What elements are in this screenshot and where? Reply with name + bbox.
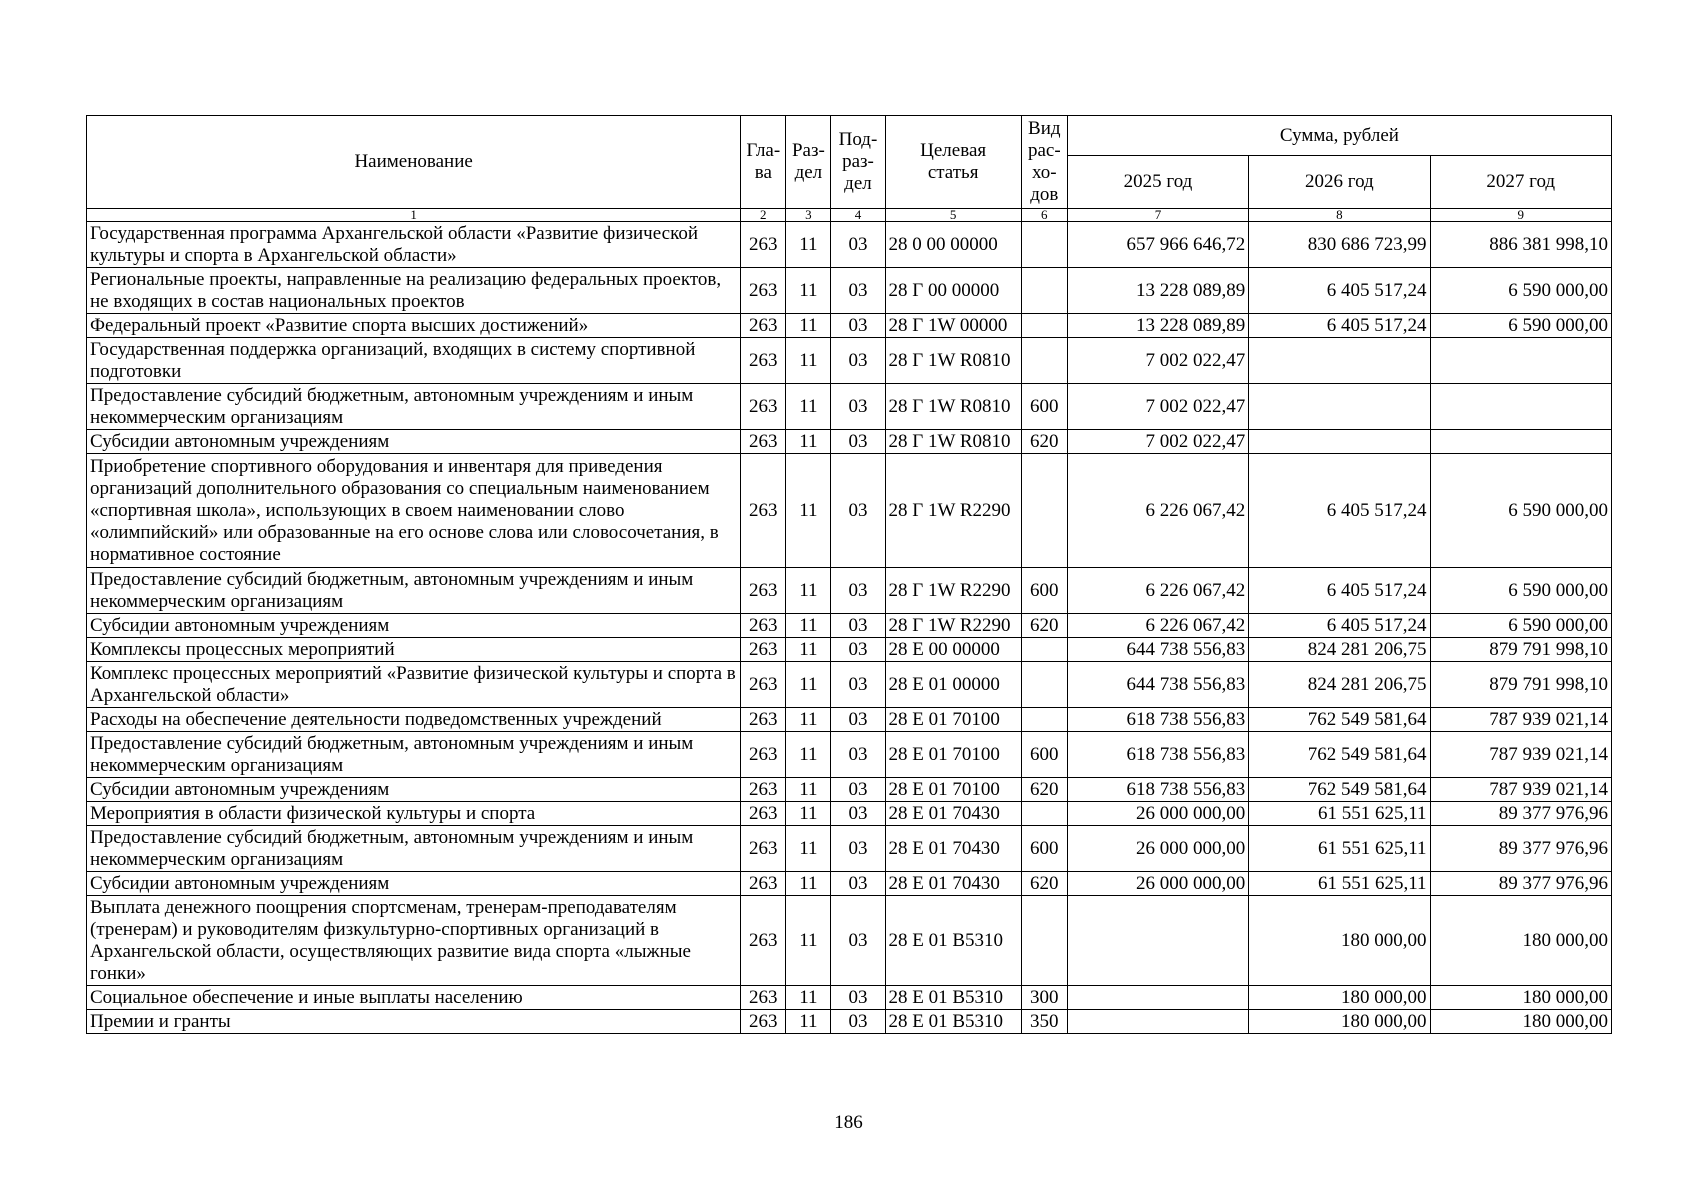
row-podrazdel: 03: [831, 778, 885, 802]
header-vid-rashodov: Вид рас- хо- дов: [1021, 116, 1067, 209]
row-amount-2025: 618 738 556,83: [1067, 778, 1248, 802]
row-podrazdel: 03: [831, 384, 885, 430]
row-razdel: 11: [786, 268, 831, 314]
row-glava: 263: [741, 338, 786, 384]
row-name: Комплекс процессных мероприятий «Развитие физической культуры и спорта в Архангельской области»: [87, 662, 741, 708]
row-razdel: 11: [786, 568, 831, 614]
row-amount-2025: 7 002 022,47: [1067, 338, 1248, 384]
row-name: Социальное обеспечение и иные выплаты населению: [87, 986, 741, 1010]
row-amount-2027: 89 377 976,96: [1430, 802, 1611, 826]
column-number-row: [87, 209, 1612, 222]
row-vid-rashodov: [1021, 454, 1067, 568]
table-row: [87, 614, 1612, 638]
row-podrazdel: 03: [831, 430, 885, 454]
col-number: 4: [831, 209, 885, 222]
row-glava: 263: [741, 1010, 786, 1034]
page-number: 186: [834, 1112, 863, 1133]
row-podrazdel: 03: [831, 1010, 885, 1034]
row-glava: 263: [741, 430, 786, 454]
row-amount-2025: 7 002 022,47: [1067, 384, 1248, 430]
header-glava: Гла- ва: [741, 116, 786, 209]
row-celevaya-statya: 28 Е 01 70430: [885, 872, 1021, 896]
col-number: 1: [87, 209, 741, 222]
row-amount-2027: 180 000,00: [1430, 986, 1611, 1010]
row-razdel: 11: [786, 986, 831, 1010]
row-amount-2026: 6 405 517,24: [1249, 614, 1430, 638]
row-celevaya-statya: 28 Г 1W R2290: [885, 568, 1021, 614]
table-row: [87, 872, 1612, 896]
row-amount-2026: 824 281 206,75: [1249, 662, 1430, 708]
row-vid-rashodov: [1021, 896, 1067, 986]
header-summa: Сумма, рублей: [1067, 116, 1611, 156]
row-podrazdel: 03: [831, 986, 885, 1010]
row-razdel: 11: [786, 732, 831, 778]
row-amount-2026: 61 551 625,11: [1249, 802, 1430, 826]
col-number: 7: [1067, 209, 1248, 222]
row-amount-2026: 6 405 517,24: [1249, 268, 1430, 314]
row-podrazdel: 03: [831, 826, 885, 872]
table-row: [87, 662, 1612, 708]
row-amount-2025: 618 738 556,83: [1067, 708, 1248, 732]
table-row: [87, 826, 1612, 872]
row-amount-2026: 6 405 517,24: [1249, 314, 1430, 338]
row-amount-2025: 26 000 000,00: [1067, 802, 1248, 826]
row-glava: 263: [741, 314, 786, 338]
row-podrazdel: 03: [831, 568, 885, 614]
row-celevaya-statya: 28 Е 01 00000: [885, 662, 1021, 708]
row-amount-2025: [1067, 1010, 1248, 1034]
row-name: Субсидии автономным учреждениям: [87, 778, 741, 802]
row-glava: 263: [741, 826, 786, 872]
row-razdel: 11: [786, 314, 831, 338]
row-amount-2025: 13 228 089,89: [1067, 268, 1248, 314]
row-name: Региональные проекты, направленные на реализацию федеральных проектов, не входящих в состав национальных проектов: [87, 268, 741, 314]
row-name: Предоставление субсидий бюджетным, автономным учреждениям и иным некоммерческим организациям: [87, 568, 741, 614]
table-row: [87, 732, 1612, 778]
row-razdel: 11: [786, 802, 831, 826]
row-podrazdel: 03: [831, 338, 885, 384]
row-amount-2027: 6 590 000,00: [1430, 614, 1611, 638]
row-name: Федеральный проект «Развитие спорта высших достижений»: [87, 314, 741, 338]
row-name: Комплексы процессных мероприятий: [87, 638, 741, 662]
row-celevaya-statya: 28 Е 01 70100: [885, 778, 1021, 802]
row-amount-2026: [1249, 384, 1430, 430]
row-vid-rashodov: [1021, 314, 1067, 338]
table-row: [87, 384, 1612, 430]
row-vid-rashodov: 600: [1021, 568, 1067, 614]
row-celevaya-statya: 28 Г 1W R0810: [885, 338, 1021, 384]
row-name: Субсидии автономным учреждениям: [87, 430, 741, 454]
row-celevaya-statya: 28 Е 01 B5310: [885, 896, 1021, 986]
row-amount-2026: 180 000,00: [1249, 986, 1430, 1010]
row-podrazdel: 03: [831, 454, 885, 568]
row-glava: 263: [741, 986, 786, 1010]
row-amount-2027: [1430, 430, 1611, 454]
row-celevaya-statya: 28 Е 01 B5310: [885, 986, 1021, 1010]
row-razdel: 11: [786, 1010, 831, 1034]
row-amount-2025: [1067, 986, 1248, 1010]
row-amount-2026: 830 686 723,99: [1249, 222, 1430, 268]
row-razdel: 11: [786, 896, 831, 986]
row-name: Предоставление субсидий бюджетным, автономным учреждениям и иным некоммерческим организациям: [87, 826, 741, 872]
row-amount-2027: 89 377 976,96: [1430, 826, 1611, 872]
row-name: Государственная поддержка организаций, входящих в систему спортивной подготовки: [87, 338, 741, 384]
col-number: 6: [1021, 209, 1067, 222]
row-razdel: 11: [786, 826, 831, 872]
row-celevaya-statya: 28 Е 01 70430: [885, 802, 1021, 826]
row-amount-2027: 787 939 021,14: [1430, 708, 1611, 732]
row-razdel: 11: [786, 708, 831, 732]
row-amount-2027: 879 791 998,10: [1430, 662, 1611, 708]
row-vid-rashodov: 350: [1021, 1010, 1067, 1034]
row-glava: 263: [741, 778, 786, 802]
col-number: 9: [1430, 209, 1611, 222]
row-glava: 263: [741, 872, 786, 896]
row-podrazdel: 03: [831, 662, 885, 708]
row-amount-2025: 644 738 556,83: [1067, 662, 1248, 708]
col-number: 3: [786, 209, 831, 222]
row-vid-rashodov: [1021, 268, 1067, 314]
row-celevaya-statya: 28 Г 1W R2290: [885, 614, 1021, 638]
row-celevaya-statya: 28 Е 01 70100: [885, 708, 1021, 732]
row-podrazdel: 03: [831, 872, 885, 896]
row-glava: 263: [741, 454, 786, 568]
row-podrazdel: 03: [831, 802, 885, 826]
row-celevaya-statya: 28 Е 01 B5310: [885, 1010, 1021, 1034]
row-razdel: 11: [786, 662, 831, 708]
row-amount-2025: 13 228 089,89: [1067, 314, 1248, 338]
table-row: [87, 454, 1612, 568]
row-celevaya-statya: 28 Г 1W R2290: [885, 454, 1021, 568]
table-row: [87, 708, 1612, 732]
row-razdel: 11: [786, 430, 831, 454]
table-row: [87, 896, 1612, 986]
row-glava: 263: [741, 568, 786, 614]
row-amount-2027: 886 381 998,10: [1430, 222, 1611, 268]
header-name: Наименование: [87, 116, 741, 209]
row-glava: 263: [741, 732, 786, 778]
row-name: Премии и гранты: [87, 1010, 741, 1034]
row-vid-rashodov: 620: [1021, 430, 1067, 454]
row-amount-2027: 787 939 021,14: [1430, 732, 1611, 778]
row-celevaya-statya: 28 Г 1W R0810: [885, 430, 1021, 454]
row-amount-2026: [1249, 430, 1430, 454]
header-razdel: Раз- дел: [786, 116, 831, 209]
row-amount-2027: 6 590 000,00: [1430, 568, 1611, 614]
row-glava: 263: [741, 708, 786, 732]
row-amount-2026: 762 549 581,64: [1249, 732, 1430, 778]
row-amount-2027: [1430, 384, 1611, 430]
row-amount-2025: 6 226 067,42: [1067, 454, 1248, 568]
header-celevaya-statya: Целевая статья: [885, 116, 1021, 209]
row-vid-rashodov: 600: [1021, 826, 1067, 872]
row-name: Предоставление субсидий бюджетным, автономным учреждениям и иным некоммерческим организациям: [87, 384, 741, 430]
col-number: 5: [885, 209, 1021, 222]
row-amount-2025: 26 000 000,00: [1067, 872, 1248, 896]
row-vid-rashodov: 600: [1021, 732, 1067, 778]
budget-table: [86, 115, 1612, 1034]
row-name: Субсидии автономным учреждениям: [87, 614, 741, 638]
row-vid-rashodov: [1021, 708, 1067, 732]
header-year-2026: 2026 год: [1249, 156, 1430, 209]
row-razdel: 11: [786, 338, 831, 384]
row-amount-2026: 61 551 625,11: [1249, 872, 1430, 896]
row-amount-2026: 6 405 517,24: [1249, 568, 1430, 614]
row-amount-2026: 180 000,00: [1249, 896, 1430, 986]
row-amount-2027: 879 791 998,10: [1430, 638, 1611, 662]
table-row: [87, 268, 1612, 314]
col-number: 8: [1249, 209, 1430, 222]
row-celevaya-statya: 28 Г 1W R0810: [885, 384, 1021, 430]
row-podrazdel: 03: [831, 222, 885, 268]
row-razdel: 11: [786, 872, 831, 896]
row-amount-2027: 89 377 976,96: [1430, 872, 1611, 896]
table-body: [87, 222, 1612, 1034]
row-podrazdel: 03: [831, 638, 885, 662]
row-celevaya-statya: 28 Е 00 00000: [885, 638, 1021, 662]
row-vid-rashodov: [1021, 338, 1067, 384]
table-row: [87, 778, 1612, 802]
row-glava: 263: [741, 384, 786, 430]
row-glava: 263: [741, 662, 786, 708]
row-razdel: 11: [786, 454, 831, 568]
row-razdel: 11: [786, 638, 831, 662]
table-row: [87, 802, 1612, 826]
row-vid-rashodov: [1021, 638, 1067, 662]
row-name: Расходы на обеспечение деятельности подведомственных учреждений: [87, 708, 741, 732]
row-celevaya-statya: 28 Г 00 00000: [885, 268, 1021, 314]
row-amount-2025: 7 002 022,47: [1067, 430, 1248, 454]
row-vid-rashodov: 600: [1021, 384, 1067, 430]
row-amount-2027: 6 590 000,00: [1430, 314, 1611, 338]
row-name: Субсидии автономным учреждениям: [87, 872, 741, 896]
col-number: 2: [741, 209, 786, 222]
row-celevaya-statya: 28 Г 1W 00000: [885, 314, 1021, 338]
row-vid-rashodov: 620: [1021, 614, 1067, 638]
row-amount-2026: 762 549 581,64: [1249, 708, 1430, 732]
row-vid-rashodov: [1021, 802, 1067, 826]
table-row: [87, 430, 1612, 454]
row-amount-2025: 6 226 067,42: [1067, 614, 1248, 638]
table-row: [87, 314, 1612, 338]
header-podrazdel: Под- раз- дел: [831, 116, 885, 209]
row-vid-rashodov: [1021, 222, 1067, 268]
row-amount-2025: 618 738 556,83: [1067, 732, 1248, 778]
row-amount-2027: 180 000,00: [1430, 1010, 1611, 1034]
row-podrazdel: 03: [831, 614, 885, 638]
row-name: Предоставление субсидий бюджетным, автономным учреждениям и иным некоммерческим организациям: [87, 732, 741, 778]
row-amount-2026: 762 549 581,64: [1249, 778, 1430, 802]
header-year-2027: 2027 год: [1430, 156, 1611, 209]
row-amount-2026: 61 551 625,11: [1249, 826, 1430, 872]
row-amount-2025: [1067, 896, 1248, 986]
row-amount-2025: 657 966 646,72: [1067, 222, 1248, 268]
row-name: Мероприятия в области физической культуры и спорта: [87, 802, 741, 826]
row-vid-rashodov: 620: [1021, 778, 1067, 802]
row-podrazdel: 03: [831, 314, 885, 338]
row-podrazdel: 03: [831, 732, 885, 778]
row-amount-2027: 180 000,00: [1430, 896, 1611, 986]
row-amount-2025: 6 226 067,42: [1067, 568, 1248, 614]
row-glava: 263: [741, 222, 786, 268]
row-razdel: 11: [786, 614, 831, 638]
row-vid-rashodov: 620: [1021, 872, 1067, 896]
row-name: Государственная программа Архангельской области «Развитие физической культуры и спорта в Архангельской области»: [87, 222, 741, 268]
row-podrazdel: 03: [831, 268, 885, 314]
row-amount-2026: 824 281 206,75: [1249, 638, 1430, 662]
row-celevaya-statya: 28 0 00 00000: [885, 222, 1021, 268]
row-glava: 263: [741, 638, 786, 662]
row-razdel: 11: [786, 384, 831, 430]
row-glava: 263: [741, 802, 786, 826]
row-glava: 263: [741, 614, 786, 638]
row-amount-2026: 6 405 517,24: [1249, 454, 1430, 568]
row-amount-2027: 787 939 021,14: [1430, 778, 1611, 802]
table-row: [87, 568, 1612, 614]
row-vid-rashodov: 300: [1021, 986, 1067, 1010]
row-amount-2027: [1430, 338, 1611, 384]
table-row: [87, 638, 1612, 662]
row-amount-2026: [1249, 338, 1430, 384]
row-glava: 263: [741, 896, 786, 986]
row-name: Выплата денежного поощрения спортсменам, тренерам-преподавателям (тренерам) и руководителям физкультурно-спортивных организаций в Архангельской области, осуществляющих развитие вида спорта «лыжные гонки»: [87, 896, 741, 986]
row-amount-2025: 26 000 000,00: [1067, 826, 1248, 872]
row-amount-2026: 180 000,00: [1249, 1010, 1430, 1034]
row-glava: 263: [741, 268, 786, 314]
row-podrazdel: 03: [831, 708, 885, 732]
row-razdel: 11: [786, 778, 831, 802]
row-vid-rashodov: [1021, 662, 1067, 708]
row-podrazdel: 03: [831, 896, 885, 986]
row-amount-2027: 6 590 000,00: [1430, 454, 1611, 568]
header-year-2025: 2025 год: [1067, 156, 1248, 209]
row-name: Приобретение спортивного оборудования и инвентаря для приведения организаций дополнительного образования со специальным наименованием «спортивная школа», использующих в своем наименовании слово «олимпийский» или образованные на его основе слова или словосочетания, в нормативное состояние: [87, 454, 741, 568]
table-row: [87, 1010, 1612, 1034]
row-celevaya-statya: 28 Е 01 70100: [885, 732, 1021, 778]
row-amount-2027: 6 590 000,00: [1430, 268, 1611, 314]
row-amount-2025: 644 738 556,83: [1067, 638, 1248, 662]
table-row: [87, 338, 1612, 384]
row-celevaya-statya: 28 Е 01 70430: [885, 826, 1021, 872]
table-row: [87, 986, 1612, 1010]
row-razdel: 11: [786, 222, 831, 268]
table-row: [87, 222, 1612, 268]
